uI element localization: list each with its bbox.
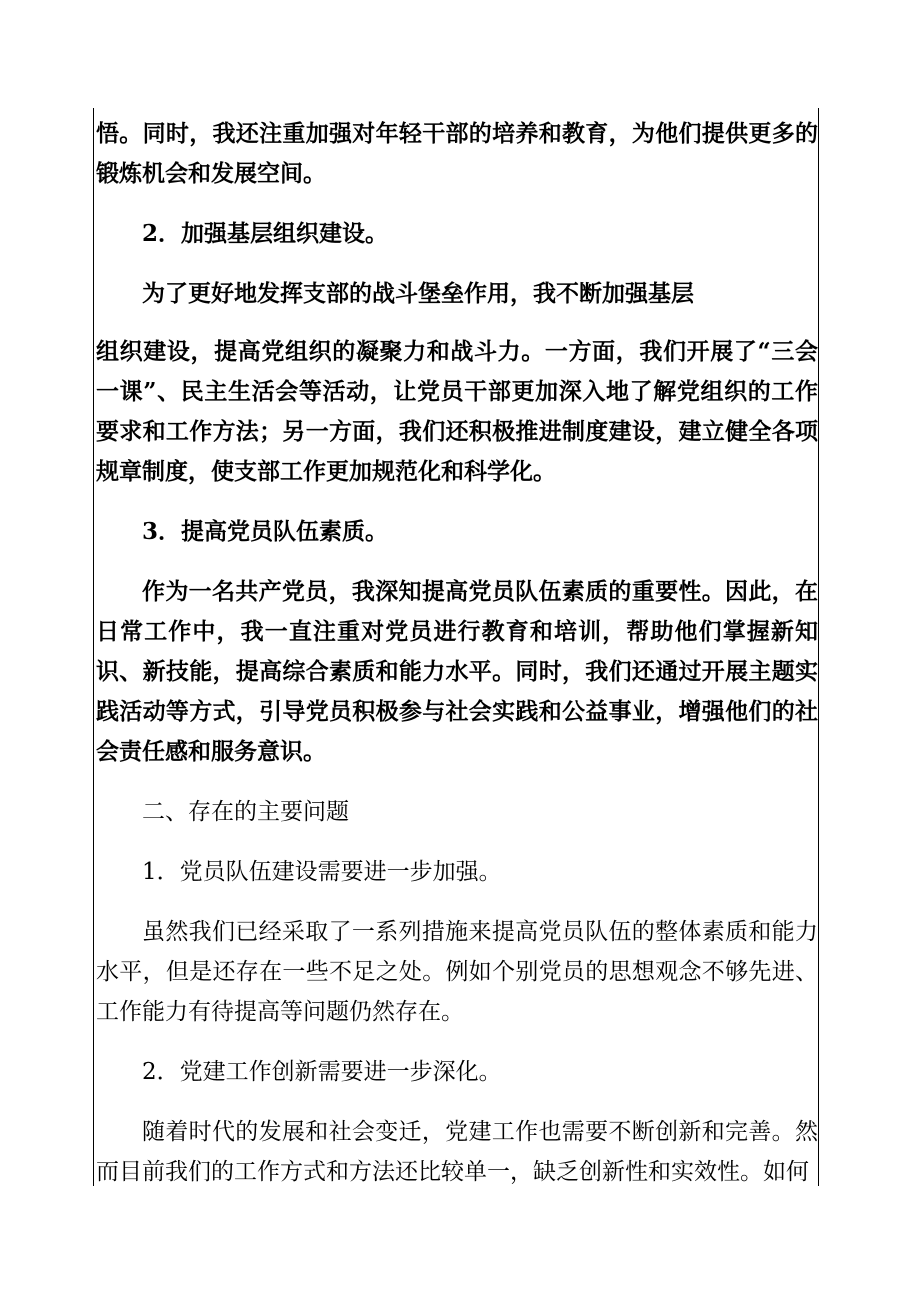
paragraph-6: 作为一名共产党员，我深知提高党员队伍素质的重要性。因此，在日常工作中，我一直注重对党员进行教育和培训，帮助他们掌握新知识、新技能，提高综合素质和能力水平。同时，我们还通过开展主题实践活动等方式，引导党员积极参与社会实践和公益事业，增强他们的社会责任感和服务意识。 [96, 578, 818, 765]
paragraph-3: 为了更好地发挥支部的战斗堡垒作用，我不断加强基层 [142, 280, 694, 307]
paragraph-11: 随着时代的发展和社会变迁，党建工作也需要不断创新和完善。然而目前我们的工作方式和方法还比较单一，缺乏创新性和实效性。如何 [96, 1119, 818, 1185]
heading-2-innovation: 2．党建工作创新需要进一步深化。 [142, 1059, 502, 1085]
heading-1-team-building: 1．党员队伍建设需要进一步加强。 [142, 859, 502, 885]
document-body [96, 114, 818, 1192]
paragraph-4: 组织建设，提高党组织的凝聚力和战斗力。一方面，我们开展了“三会一课”、民主生活会等活动，让党员干部更加深入地了解党组织的工作要求和工作方法；另一方面，我们还积极推进制度建设，建立健全各项规章制度，使支部工作更加规范化和科学化。 [96, 338, 818, 485]
paragraph-1: 悟。同时，我还注重加强对年轻干部的培养和教育，为他们提供更多的锻炼机会和发展空间。 [96, 120, 818, 187]
paragraph-9: 虽然我们已经采取了一系列措施来提高党员队伍的整体素质和能力水平，但是还存在一些不足之处。例如个别党员的思想观念不够先进、工作能力有待提高等问题仍然存在。 [96, 919, 818, 1025]
section-heading-main-problems: 二、存在的主要问题 [142, 799, 349, 825]
heading-3-improve-quality: 3．提高党员队伍素质。 [142, 518, 389, 545]
heading-2-strengthen-grassroots: 2．加强基层组织建设。 [142, 220, 389, 247]
